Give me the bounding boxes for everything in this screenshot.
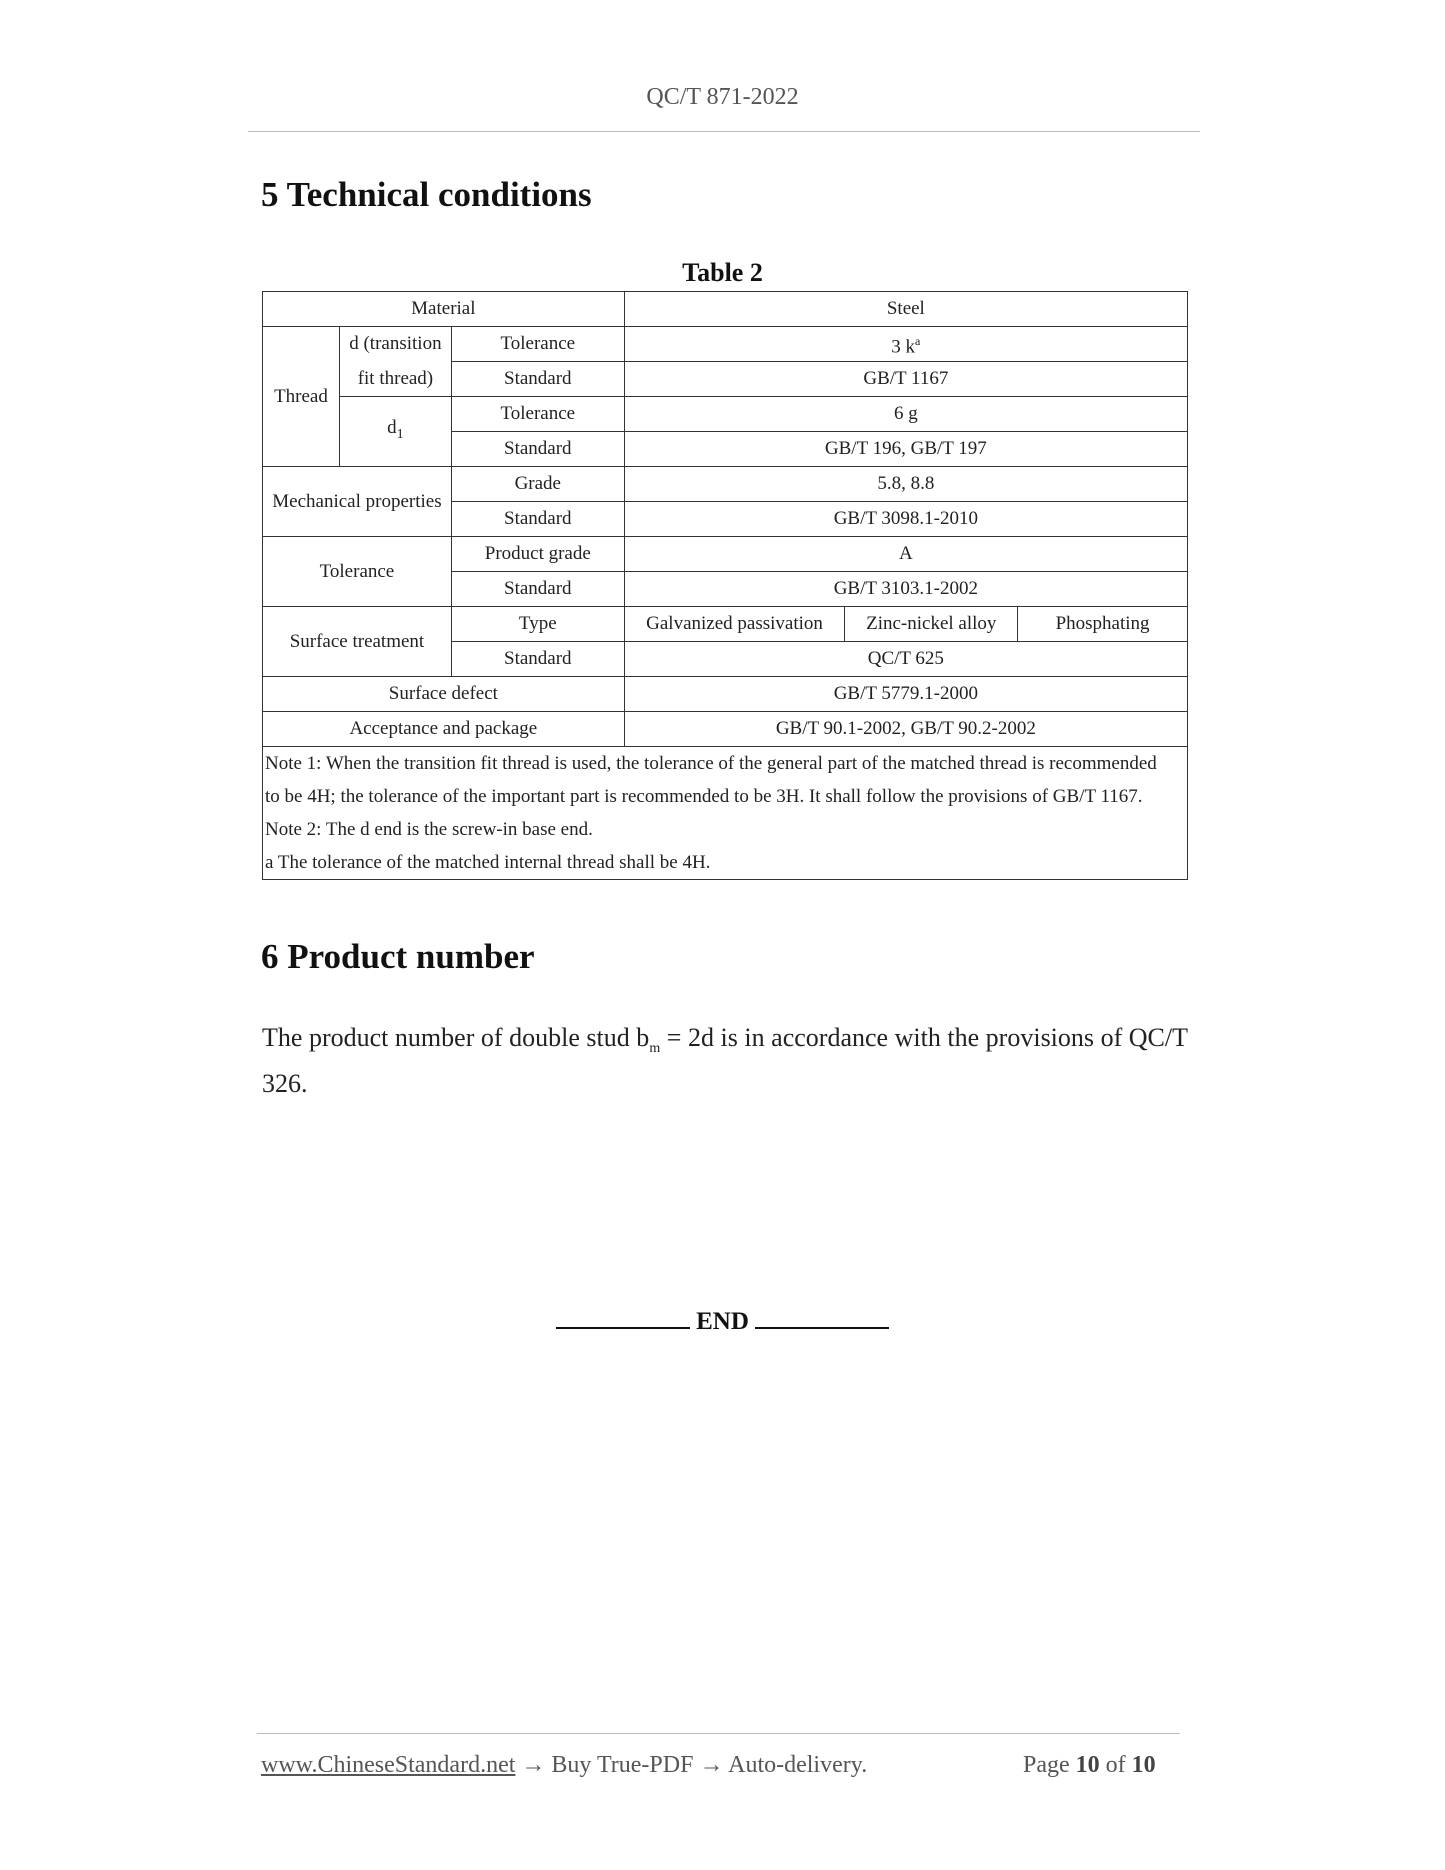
type-phosphating: Phosphating <box>1018 607 1188 642</box>
type-galvanized: Galvanized passivation <box>624 607 845 642</box>
material-value: Steel <box>624 292 1187 327</box>
grade-value: 5.8, 8.8 <box>624 467 1187 502</box>
header-divider <box>248 131 1200 132</box>
page-counter: Page 10 of 10 <box>1023 1752 1156 1778</box>
type-label: Type <box>451 607 624 642</box>
site-link[interactable]: www.ChineseStandard.net <box>261 1752 516 1778</box>
d1-tolerance-value: 6 g <box>624 397 1187 432</box>
material-label: Material <box>263 292 625 327</box>
table-note-1a: Note 1: When the transition fit thread is used, the tolerance of the general part of the matched thread is recommended <box>263 747 1188 781</box>
d1-standard-value: GB/T 196, GB/T 197 <box>624 432 1187 467</box>
grade-label: Grade <box>451 467 624 502</box>
d-tolerance-value: 3 $k^a$ <box>624 327 1187 362</box>
type-zinc-nickel: Zinc-nickel alloy <box>845 607 1018 642</box>
d-standard-value: GB/T 1167 <box>624 362 1187 397</box>
table-caption: Table 2 <box>682 258 763 287</box>
technical-conditions-table <box>262 291 1188 880</box>
surface-defect-value: GB/T 5779.1-2000 <box>624 677 1187 712</box>
table-note-2: Note 2: The d end is the screw-in base end. <box>263 813 1188 846</box>
d1-label: $d_1$ <box>339 397 451 467</box>
end-line-left <box>556 1305 690 1329</box>
end-line-right <box>755 1305 889 1329</box>
d-label-line2: fit thread) <box>339 362 451 397</box>
section-6-title: 6 Product number <box>261 937 535 976</box>
tol-standard-value: GB/T 3103.1-2002 <box>624 572 1187 607</box>
thread-label: Thread <box>263 327 340 467</box>
mech-standard-label: Standard <box>451 502 624 537</box>
footer-tagline: → Buy True-PDF → Auto-delivery. <box>515 1752 868 1778</box>
product-number-paragraph: The product number of double stud $b_m = 2d$ is in accordance with the provisions of QC/T 326. <box>262 1023 1188 1099</box>
table-footnote-a: a The tolerance of the matched internal thread shall be 4H. <box>263 846 1188 880</box>
page-header: QC/T 871-2022 <box>646 84 799 110</box>
mech-standard-value: GB/T 3098.1-2010 <box>624 502 1187 537</box>
d-tolerance-label: Tolerance <box>451 327 624 362</box>
footer-divider <box>257 1733 1180 1734</box>
surface-treatment-label: Surface treatment <box>263 607 452 677</box>
mechanical-properties-label: Mechanical properties <box>263 467 452 537</box>
section-5-title: 5 Technical conditions <box>261 175 592 214</box>
acceptance-label: Acceptance and package <box>263 712 625 747</box>
d-standard-label: Standard <box>451 362 624 397</box>
product-grade-label: Product grade <box>451 537 624 572</box>
footer-left <box>261 1752 867 1779</box>
product-grade-value: A <box>624 537 1187 572</box>
d1-tolerance-label: Tolerance <box>451 397 624 432</box>
surface-defect-label: Surface defect <box>263 677 625 712</box>
tolerance-group-label: Tolerance <box>263 537 452 607</box>
surface-standard-value: QC/T 625 <box>624 642 1187 677</box>
surface-standard-label: Standard <box>451 642 624 677</box>
d-label-line1: d (transition <box>339 327 451 362</box>
tol-standard-label: Standard <box>451 572 624 607</box>
table-note-1b: to be 4H; the tolerance of the important part is recommended to be 3H. It shall follow the provisions of GB/T 1167. <box>263 780 1188 813</box>
acceptance-value: GB/T 90.1-2002, GB/T 90.2-2002 <box>624 712 1187 747</box>
d1-standard-label: Standard <box>451 432 624 467</box>
end-mark: END <box>0 1305 1445 1336</box>
